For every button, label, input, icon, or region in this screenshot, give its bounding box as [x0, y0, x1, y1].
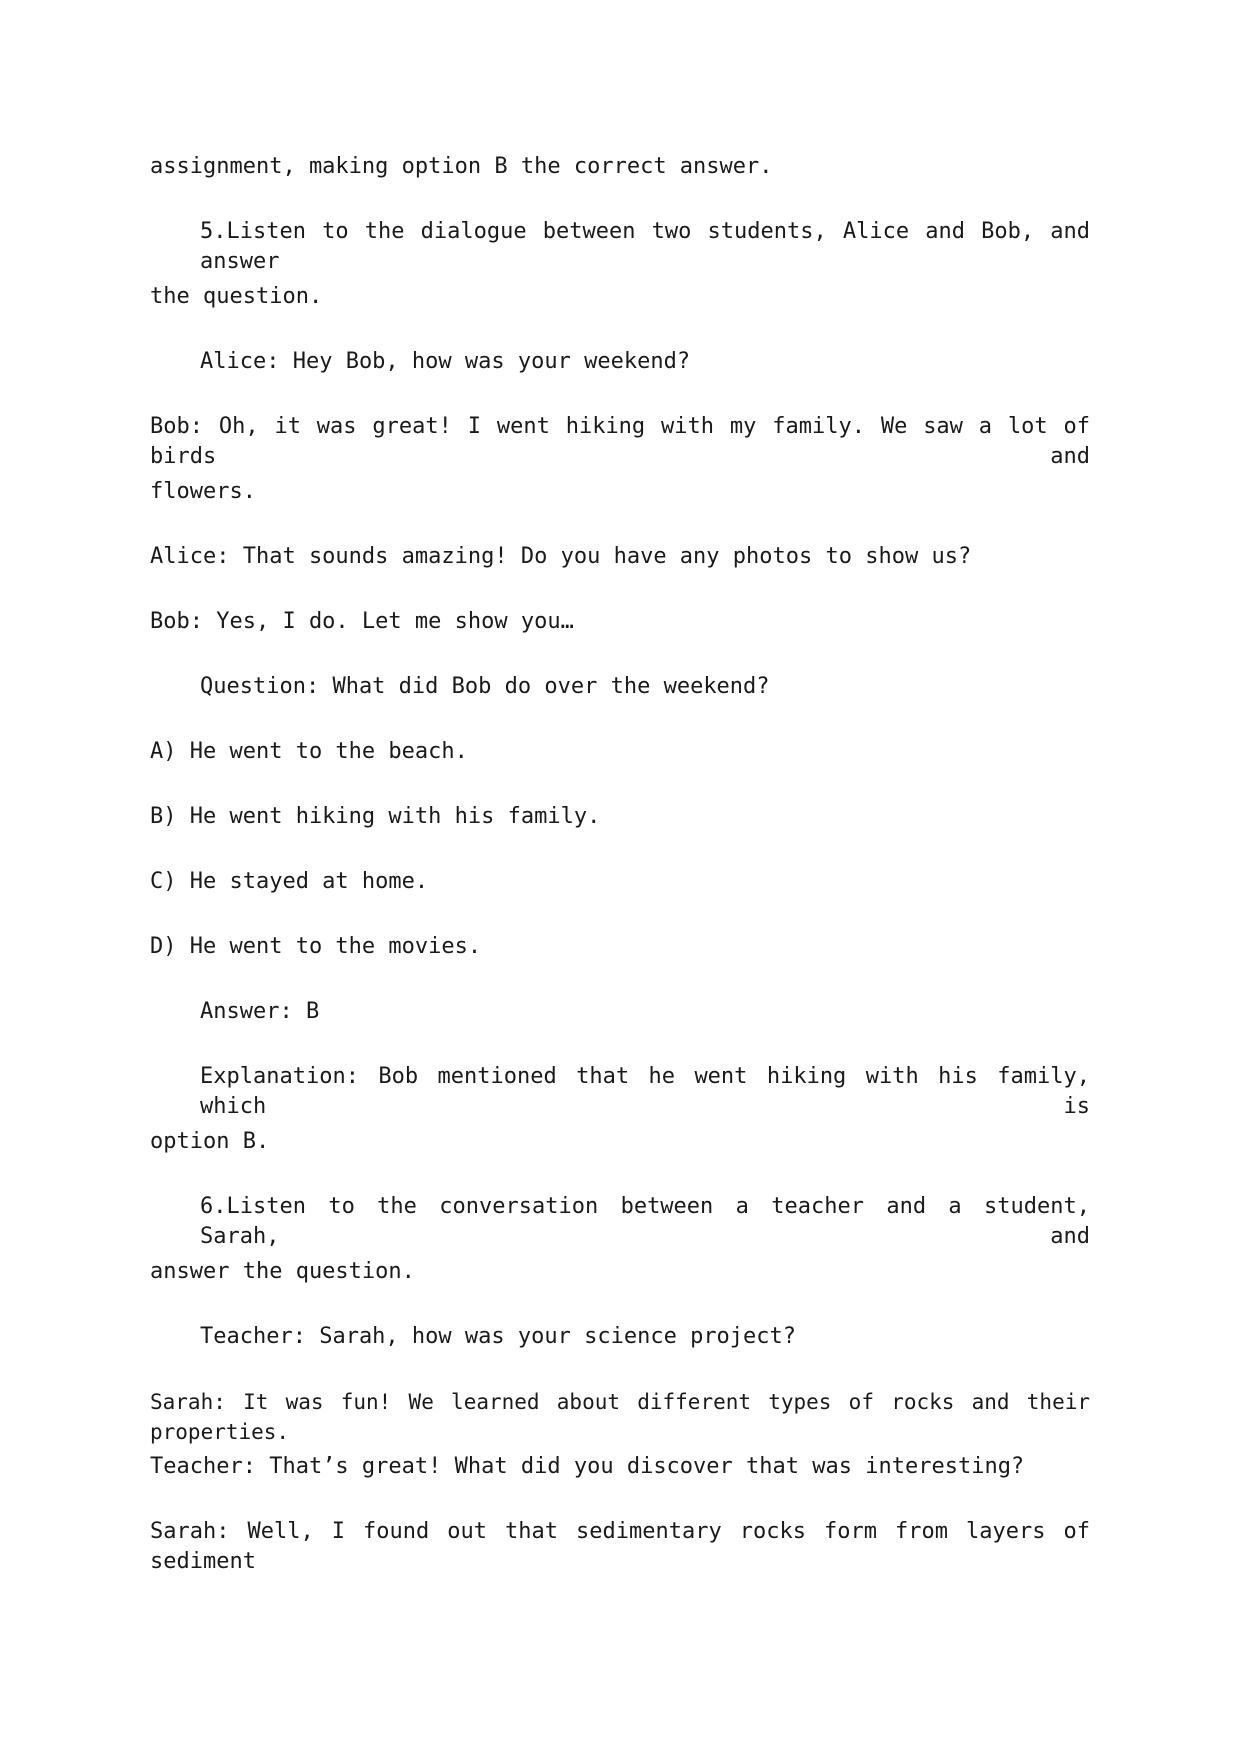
text-line: assignment, making option B the correct answer. [150, 154, 773, 179]
dialogue-line: Bob: Oh, it was great! I went hiking with my family. We saw a lot of birds and [150, 414, 1090, 469]
dialogue-line: Alice: That sounds amazing! Do you have any photos to show us? [150, 544, 972, 569]
option-a: A) He went to the beach. [150, 739, 468, 764]
option-b: B) He went hiking with his family. [150, 804, 601, 829]
text-line: the question. [150, 284, 323, 309]
text-line: answer the question. [150, 1259, 415, 1284]
option-c: C) He stayed at home. [150, 869, 429, 894]
question-5-prompt: 5.Listen to the dialogue between two students, Alice and Bob, and answer [200, 219, 1090, 274]
dialogue-line: Sarah: Well, I found out that sedimentary rocks form from layers of sediment [150, 1519, 1090, 1574]
dialogue-line: flowers. [150, 479, 256, 504]
answer-text: Answer: B [200, 999, 320, 1024]
dialogue-line: Teacher: That’s great! What did you discover that was interesting? [150, 1454, 1025, 1479]
question-text: Question: What did Bob do over the weekend? [200, 674, 770, 699]
dialogue-line: Teacher: Sarah, how was your science project? [200, 1324, 797, 1349]
dialogue-line: Bob: Yes, I do. Let me show you… [150, 609, 574, 634]
dialogue-line: Alice: Hey Bob, how was your weekend? [200, 349, 691, 374]
question-6-prompt: 6.Listen to the conversation between a teacher and a student, Sarah, and [200, 1194, 1090, 1249]
dialogue-line: Sarah: It was fun! We learned about different types of rocks and their properties. [150, 1390, 1090, 1444]
explanation-text: Explanation: Bob mentioned that he went hiking with his family, which is [200, 1064, 1090, 1119]
option-d: D) He went to the movies. [150, 934, 482, 959]
explanation-text: option B. [150, 1129, 270, 1154]
